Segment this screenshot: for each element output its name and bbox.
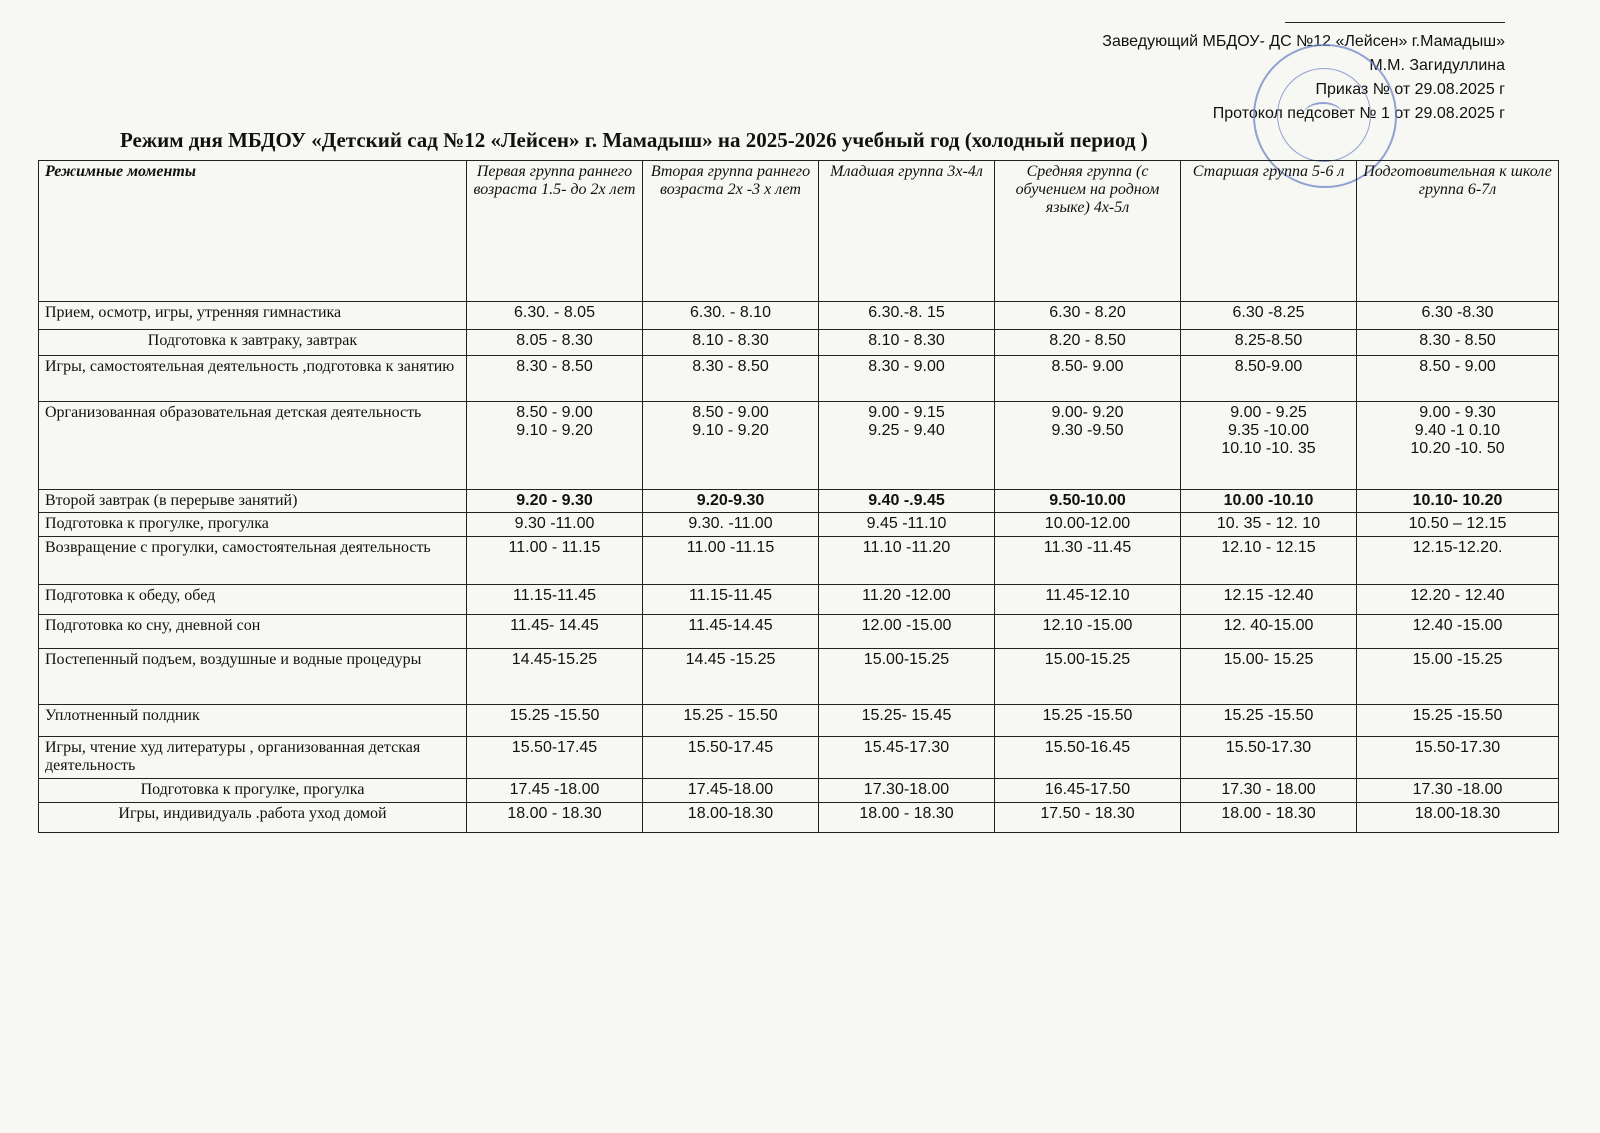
table-row: [39, 356, 1559, 402]
table-row: [39, 649, 1559, 705]
time-cell: 12.15 -12.40: [1181, 585, 1357, 615]
time-cell: 8.05 - 8.30: [467, 330, 643, 356]
time-cell: 11.10 -11.20: [819, 537, 995, 585]
time-cell: 9.00 - 9.30 9.40 -1 0.10 10.20 -10. 50: [1357, 402, 1559, 490]
time-cell: 9.00- 9.20 9.30 -9.50: [995, 402, 1181, 490]
time-cell: 15.25- 15.45: [819, 705, 995, 737]
time-cell: 8.10 - 8.30: [643, 330, 819, 356]
column-header: Первая группа раннего возраста 1.5- до 2х лет: [467, 161, 643, 302]
time-cell: 11.15-11.45: [643, 585, 819, 615]
time-cell: 9.00 - 9.15 9.25 - 9.40: [819, 402, 995, 490]
approval-block: [865, 18, 1505, 126]
table-row: [39, 513, 1559, 537]
signature-line: [1285, 22, 1505, 23]
time-cell: 8.50-9.00: [1181, 356, 1357, 402]
time-cell: 6.30 -8.30: [1357, 302, 1559, 330]
time-cell: 18.00-18.30: [643, 803, 819, 833]
column-header: Старшая группа 5-6 л: [1181, 161, 1357, 302]
time-cell: 6.30 - 8.20: [995, 302, 1181, 330]
time-cell: 15.50-17.45: [467, 737, 643, 779]
table-row: [39, 330, 1559, 356]
time-cell: 11.20 -12.00: [819, 585, 995, 615]
regime-moment-cell: Подготовка к прогулке, прогулка: [39, 513, 467, 537]
time-cell: 17.30-18.00: [819, 779, 995, 803]
time-cell: 12.15-12.20.: [1357, 537, 1559, 585]
time-cell: 14.45 -15.25: [643, 649, 819, 705]
time-cell: 15.50-17.30: [1357, 737, 1559, 779]
time-cell: 6.30 -8.25: [1181, 302, 1357, 330]
time-cell: 6.30. - 8.10: [643, 302, 819, 330]
header-row: [39, 161, 1559, 302]
time-cell: 8.30 - 8.50: [643, 356, 819, 402]
approval-name: М.М. Загидуллина: [1369, 57, 1505, 74]
schedule-table: [38, 160, 1559, 833]
time-cell: 18.00 - 18.30: [819, 803, 995, 833]
time-cell: 10.50 – 12.15: [1357, 513, 1559, 537]
table-row: [39, 705, 1559, 737]
time-cell: 8.50- 9.00: [995, 356, 1181, 402]
time-cell: 9.20-9.30: [643, 490, 819, 513]
time-cell: 14.45-15.25: [467, 649, 643, 705]
regime-moment-cell: Подготовка к завтраку, завтрак: [39, 330, 467, 356]
column-header: Режимные моменты: [39, 161, 467, 302]
time-cell: 6.30.-8. 15: [819, 302, 995, 330]
regime-moment-cell: Второй завтрак (в перерыве занятий): [39, 490, 467, 513]
time-cell: 15.00 -15.25: [1357, 649, 1559, 705]
time-cell: 10.00 -10.10: [1181, 490, 1357, 513]
column-header: Вторая группа раннего возраста 2х -3 х лет: [643, 161, 819, 302]
table-row: [39, 737, 1559, 779]
time-cell: 12.10 - 12.15: [1181, 537, 1357, 585]
time-cell: 11.30 -11.45: [995, 537, 1181, 585]
time-cell: 11.15-11.45: [467, 585, 643, 615]
time-cell: 8.25-8.50: [1181, 330, 1357, 356]
time-cell: 9.20 - 9.30: [467, 490, 643, 513]
time-cell: 8.50 - 9.00 9.10 - 9.20: [467, 402, 643, 490]
time-cell: 9.45 -11.10: [819, 513, 995, 537]
time-cell: 17.45 -18.00: [467, 779, 643, 803]
time-cell: 15.25 -15.50: [1357, 705, 1559, 737]
time-cell: 10. 35 - 12. 10: [1181, 513, 1357, 537]
time-cell: 15.25 -15.50: [1181, 705, 1357, 737]
time-cell: 10.10- 10.20: [1357, 490, 1559, 513]
time-cell: 12.40 -15.00: [1357, 615, 1559, 649]
time-cell: 12.00 -15.00: [819, 615, 995, 649]
time-cell: 8.20 - 8.50: [995, 330, 1181, 356]
document-title: Режим дня МБДОУ «Детский сад №12 «Лейсен» г. Мамадыш» на 2025-2026 учебный год (холодный период ): [120, 128, 1148, 152]
approval-head: Заведующий МБДОУ- ДС №12 «Лейсен» г.Мамадыш»: [1102, 33, 1505, 50]
time-cell: 12.20 - 12.40: [1357, 585, 1559, 615]
regime-moment-cell: Постепенный подъем, воздушные и водные процедуры: [39, 649, 467, 705]
regime-moment-cell: Подготовка к прогулке, прогулка: [39, 779, 467, 803]
regime-moment-cell: Прием, осмотр, игры, утренняя гимнастика: [39, 302, 467, 330]
column-header: Средняя группа (с обучением на родном языке) 4х-5л: [995, 161, 1181, 302]
time-cell: 9.50-10.00: [995, 490, 1181, 513]
time-cell: 15.00-15.25: [995, 649, 1181, 705]
time-cell: 15.25 - 15.50: [643, 705, 819, 737]
column-header: Младшая группа 3х-4л: [819, 161, 995, 302]
schedule-body: [39, 302, 1559, 833]
time-cell: 15.45-17.30: [819, 737, 995, 779]
regime-moment-cell: Уплотненный полдник: [39, 705, 467, 737]
time-cell: 15.00- 15.25: [1181, 649, 1357, 705]
time-cell: 15.00-15.25: [819, 649, 995, 705]
time-cell: 12.10 -15.00: [995, 615, 1181, 649]
time-cell: 6.30. - 8.05: [467, 302, 643, 330]
regime-moment-cell: Игры, чтение худ литературы , организованная детская деятельность: [39, 737, 467, 779]
approval-protocol: Протокол педсовет № 1 от 29.08.2025 г: [1212, 105, 1505, 122]
time-cell: 10.00-12.00: [995, 513, 1181, 537]
regime-moment-cell: Подготовка к обеду, обед: [39, 585, 467, 615]
time-cell: 8.10 - 8.30: [819, 330, 995, 356]
time-cell: 17.30 - 18.00: [1181, 779, 1357, 803]
table-row: [39, 779, 1559, 803]
time-cell: 8.30 - 8.50: [467, 356, 643, 402]
table-row: [39, 537, 1559, 585]
time-cell: 9.00 - 9.25 9.35 -10.00 10.10 -10. 35: [1181, 402, 1357, 490]
table-row: [39, 302, 1559, 330]
time-cell: 9.30 -11.00: [467, 513, 643, 537]
regime-moment-cell: Возвращение с прогулки, самостоятельная деятельность: [39, 537, 467, 585]
column-header: Подготовительная к школе группа 6-7л: [1357, 161, 1559, 302]
time-cell: 18.00 - 18.30: [467, 803, 643, 833]
time-cell: 11.45- 14.45: [467, 615, 643, 649]
time-cell: 17.45-18.00: [643, 779, 819, 803]
table-row: [39, 803, 1559, 833]
time-cell: 11.00 - 11.15: [467, 537, 643, 585]
time-cell: 15.25 -15.50: [995, 705, 1181, 737]
time-cell: 15.25 -15.50: [467, 705, 643, 737]
time-cell: 9.30. -11.00: [643, 513, 819, 537]
time-cell: 17.50 - 18.30: [995, 803, 1181, 833]
time-cell: 15.50-17.45: [643, 737, 819, 779]
time-cell: 15.50-16.45: [995, 737, 1181, 779]
time-cell: 16.45-17.50: [995, 779, 1181, 803]
time-cell: 18.00 - 18.30: [1181, 803, 1357, 833]
time-cell: 11.45-12.10: [995, 585, 1181, 615]
time-cell: 8.50 - 9.00: [1357, 356, 1559, 402]
time-cell: 9.40 -.9.45: [819, 490, 995, 513]
table-row: [39, 490, 1559, 513]
table-row: [39, 615, 1559, 649]
time-cell: 11.45-14.45: [643, 615, 819, 649]
time-cell: 17.30 -18.00: [1357, 779, 1559, 803]
regime-moment-cell: Игры, индивидуаль .работа уход домой: [39, 803, 467, 833]
regime-moment-cell: Игры, самостоятельная деятельность ,подготовка к занятию: [39, 356, 467, 402]
time-cell: 11.00 -11.15: [643, 537, 819, 585]
regime-moment-cell: Подготовка ко сну, дневной сон: [39, 615, 467, 649]
time-cell: 8.30 - 9.00: [819, 356, 995, 402]
table-row: [39, 585, 1559, 615]
approval-order: Приказ № от 29.08.2025 г: [1315, 81, 1505, 98]
time-cell: 15.50-17.30: [1181, 737, 1357, 779]
regime-moment-cell: Организованная образовательная детская деятельность: [39, 402, 467, 490]
time-cell: 12. 40-15.00: [1181, 615, 1357, 649]
time-cell: 18.00-18.30: [1357, 803, 1559, 833]
time-cell: 8.50 - 9.00 9.10 - 9.20: [643, 402, 819, 490]
time-cell: 8.30 - 8.50: [1357, 330, 1559, 356]
table-row: [39, 402, 1559, 490]
